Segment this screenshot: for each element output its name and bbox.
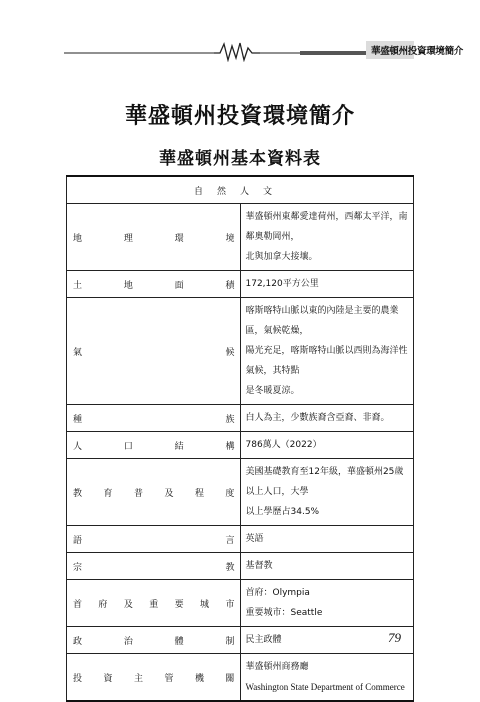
table-row bbox=[67, 654, 414, 702]
row-label-char: 氣 bbox=[73, 347, 83, 358]
table-row bbox=[67, 627, 414, 654]
row-value bbox=[240, 432, 414, 459]
row-label bbox=[67, 432, 241, 459]
row-label-char: 積 bbox=[225, 280, 235, 291]
basic-info-table bbox=[66, 175, 414, 702]
row-label-char: 管 bbox=[164, 673, 174, 684]
table-row bbox=[67, 405, 414, 432]
row-label bbox=[67, 405, 241, 432]
row-label-char: 關 bbox=[225, 673, 235, 684]
row-label-char: 宗 bbox=[73, 562, 83, 573]
row-value bbox=[240, 580, 414, 627]
row-label-char: 及 bbox=[164, 488, 174, 499]
row-label bbox=[67, 580, 241, 627]
row-value bbox=[240, 405, 414, 432]
table-row bbox=[67, 553, 414, 580]
running-header-title: 華盛頓州投資環境簡介 bbox=[371, 46, 464, 57]
row-label-char: 結 bbox=[174, 441, 184, 452]
row-label-char: 投 bbox=[73, 673, 83, 684]
heartbeat-line-icon bbox=[64, 40, 414, 62]
row-label-char: 制 bbox=[225, 636, 235, 647]
row-value-line: 北與加拿大接壤。 bbox=[245, 252, 318, 262]
row-label-char: 口 bbox=[123, 441, 133, 452]
page-number: 79 bbox=[388, 630, 401, 645]
row-value-line: 英語 bbox=[245, 534, 264, 544]
row-value bbox=[240, 526, 414, 553]
row-label-char: 族 bbox=[225, 414, 235, 425]
row-label bbox=[67, 204, 241, 271]
row-value-line: 陽光充足，喀斯喀特山脈以西則為海洋性氣候，其特點 bbox=[245, 346, 408, 376]
row-value bbox=[240, 298, 414, 405]
row-label-char: 育 bbox=[103, 488, 113, 499]
row-label-char: 教 bbox=[225, 562, 235, 573]
row-label-char: 機 bbox=[194, 673, 204, 684]
row-value-line: 172,120平方公里 bbox=[245, 279, 319, 289]
row-value bbox=[240, 654, 414, 702]
row-label-char: 理 bbox=[123, 233, 133, 244]
row-value-line: 786萬人（2022） bbox=[245, 440, 322, 450]
row-label-char: 治 bbox=[123, 636, 133, 647]
row-label-char: 城 bbox=[200, 599, 210, 610]
row-value bbox=[240, 204, 414, 271]
row-value-line: 喀斯喀特山脈以東的內陸是主要的農業區，氣候乾燥， bbox=[245, 306, 399, 336]
row-value bbox=[240, 553, 414, 580]
row-label-char: 市 bbox=[225, 599, 235, 610]
row-label-char: 境 bbox=[225, 233, 235, 244]
row-label-char: 程 bbox=[194, 488, 204, 499]
running-header bbox=[64, 40, 464, 62]
row-label-char: 土 bbox=[73, 280, 83, 291]
row-value-line: 民主政體 bbox=[245, 635, 282, 645]
row-label-char: 體 bbox=[174, 636, 184, 647]
row-label bbox=[67, 298, 241, 405]
row-label-char: 人 bbox=[73, 441, 83, 452]
row-label-char: 重 bbox=[149, 599, 159, 610]
row-label-char: 候 bbox=[225, 347, 235, 358]
row-value-line: 基督教 bbox=[245, 561, 273, 571]
row-value-line: 是冬暖夏涼。 bbox=[245, 386, 300, 396]
section-header: 自然人文 bbox=[67, 176, 414, 204]
row-label-char: 教 bbox=[73, 488, 83, 499]
row-label-char: 環 bbox=[174, 233, 184, 244]
row-label bbox=[67, 654, 241, 702]
row-label-char: 面 bbox=[174, 280, 184, 291]
table-row bbox=[67, 459, 414, 526]
row-value-line: 重要城市：Seattle bbox=[245, 608, 323, 618]
row-label-char: 主 bbox=[133, 673, 143, 684]
row-label-char: 首 bbox=[73, 599, 83, 610]
row-label-char: 政 bbox=[73, 636, 83, 647]
row-value-line: Washington State Department of Commerce bbox=[245, 682, 405, 692]
row-label bbox=[67, 553, 241, 580]
row-value-line: 華盛頓州商務廳 bbox=[245, 662, 309, 672]
table-row bbox=[67, 204, 414, 271]
row-label-char: 度 bbox=[225, 488, 235, 499]
row-label-char: 語 bbox=[73, 535, 83, 546]
row-label bbox=[67, 459, 241, 526]
row-value-line: 以上學歷占34.5% bbox=[245, 507, 320, 517]
page-subtitle: 華盛頓州基本資料表 bbox=[159, 149, 321, 169]
row-label-char: 構 bbox=[225, 441, 235, 452]
table-row bbox=[67, 580, 414, 627]
row-value-line: 美國基礎教育至12年級，華盛頓州25歲以上人口，大學 bbox=[245, 467, 404, 497]
row-label-char: 及 bbox=[123, 599, 133, 610]
table-row bbox=[67, 271, 414, 298]
row-value bbox=[240, 271, 414, 298]
row-value bbox=[240, 459, 414, 526]
row-label-char: 地 bbox=[73, 233, 83, 244]
row-value-line: 白人為主，少數族裔含亞裔、非裔。 bbox=[245, 413, 390, 423]
row-label-char: 要 bbox=[174, 599, 184, 610]
page-title: 華盛頓州投資環境簡介 bbox=[124, 104, 355, 129]
table-row bbox=[67, 432, 414, 459]
row-label-char: 言 bbox=[225, 535, 235, 546]
row-label bbox=[67, 526, 241, 553]
table-row bbox=[67, 298, 414, 405]
row-label-char: 府 bbox=[98, 599, 108, 610]
row-value-line: 華盛頓州東鄰愛達荷州，西鄰太平洋，南鄰奧勒岡州， bbox=[245, 212, 408, 242]
row-label-char: 種 bbox=[73, 414, 83, 425]
row-label-char: 普 bbox=[133, 488, 143, 499]
row-value-line: 首府：Olympia bbox=[245, 588, 310, 598]
table-row bbox=[67, 526, 414, 553]
row-label bbox=[67, 627, 241, 654]
row-label bbox=[67, 271, 241, 298]
row-label-char: 資 bbox=[103, 673, 113, 684]
row-label-char: 地 bbox=[123, 280, 133, 291]
